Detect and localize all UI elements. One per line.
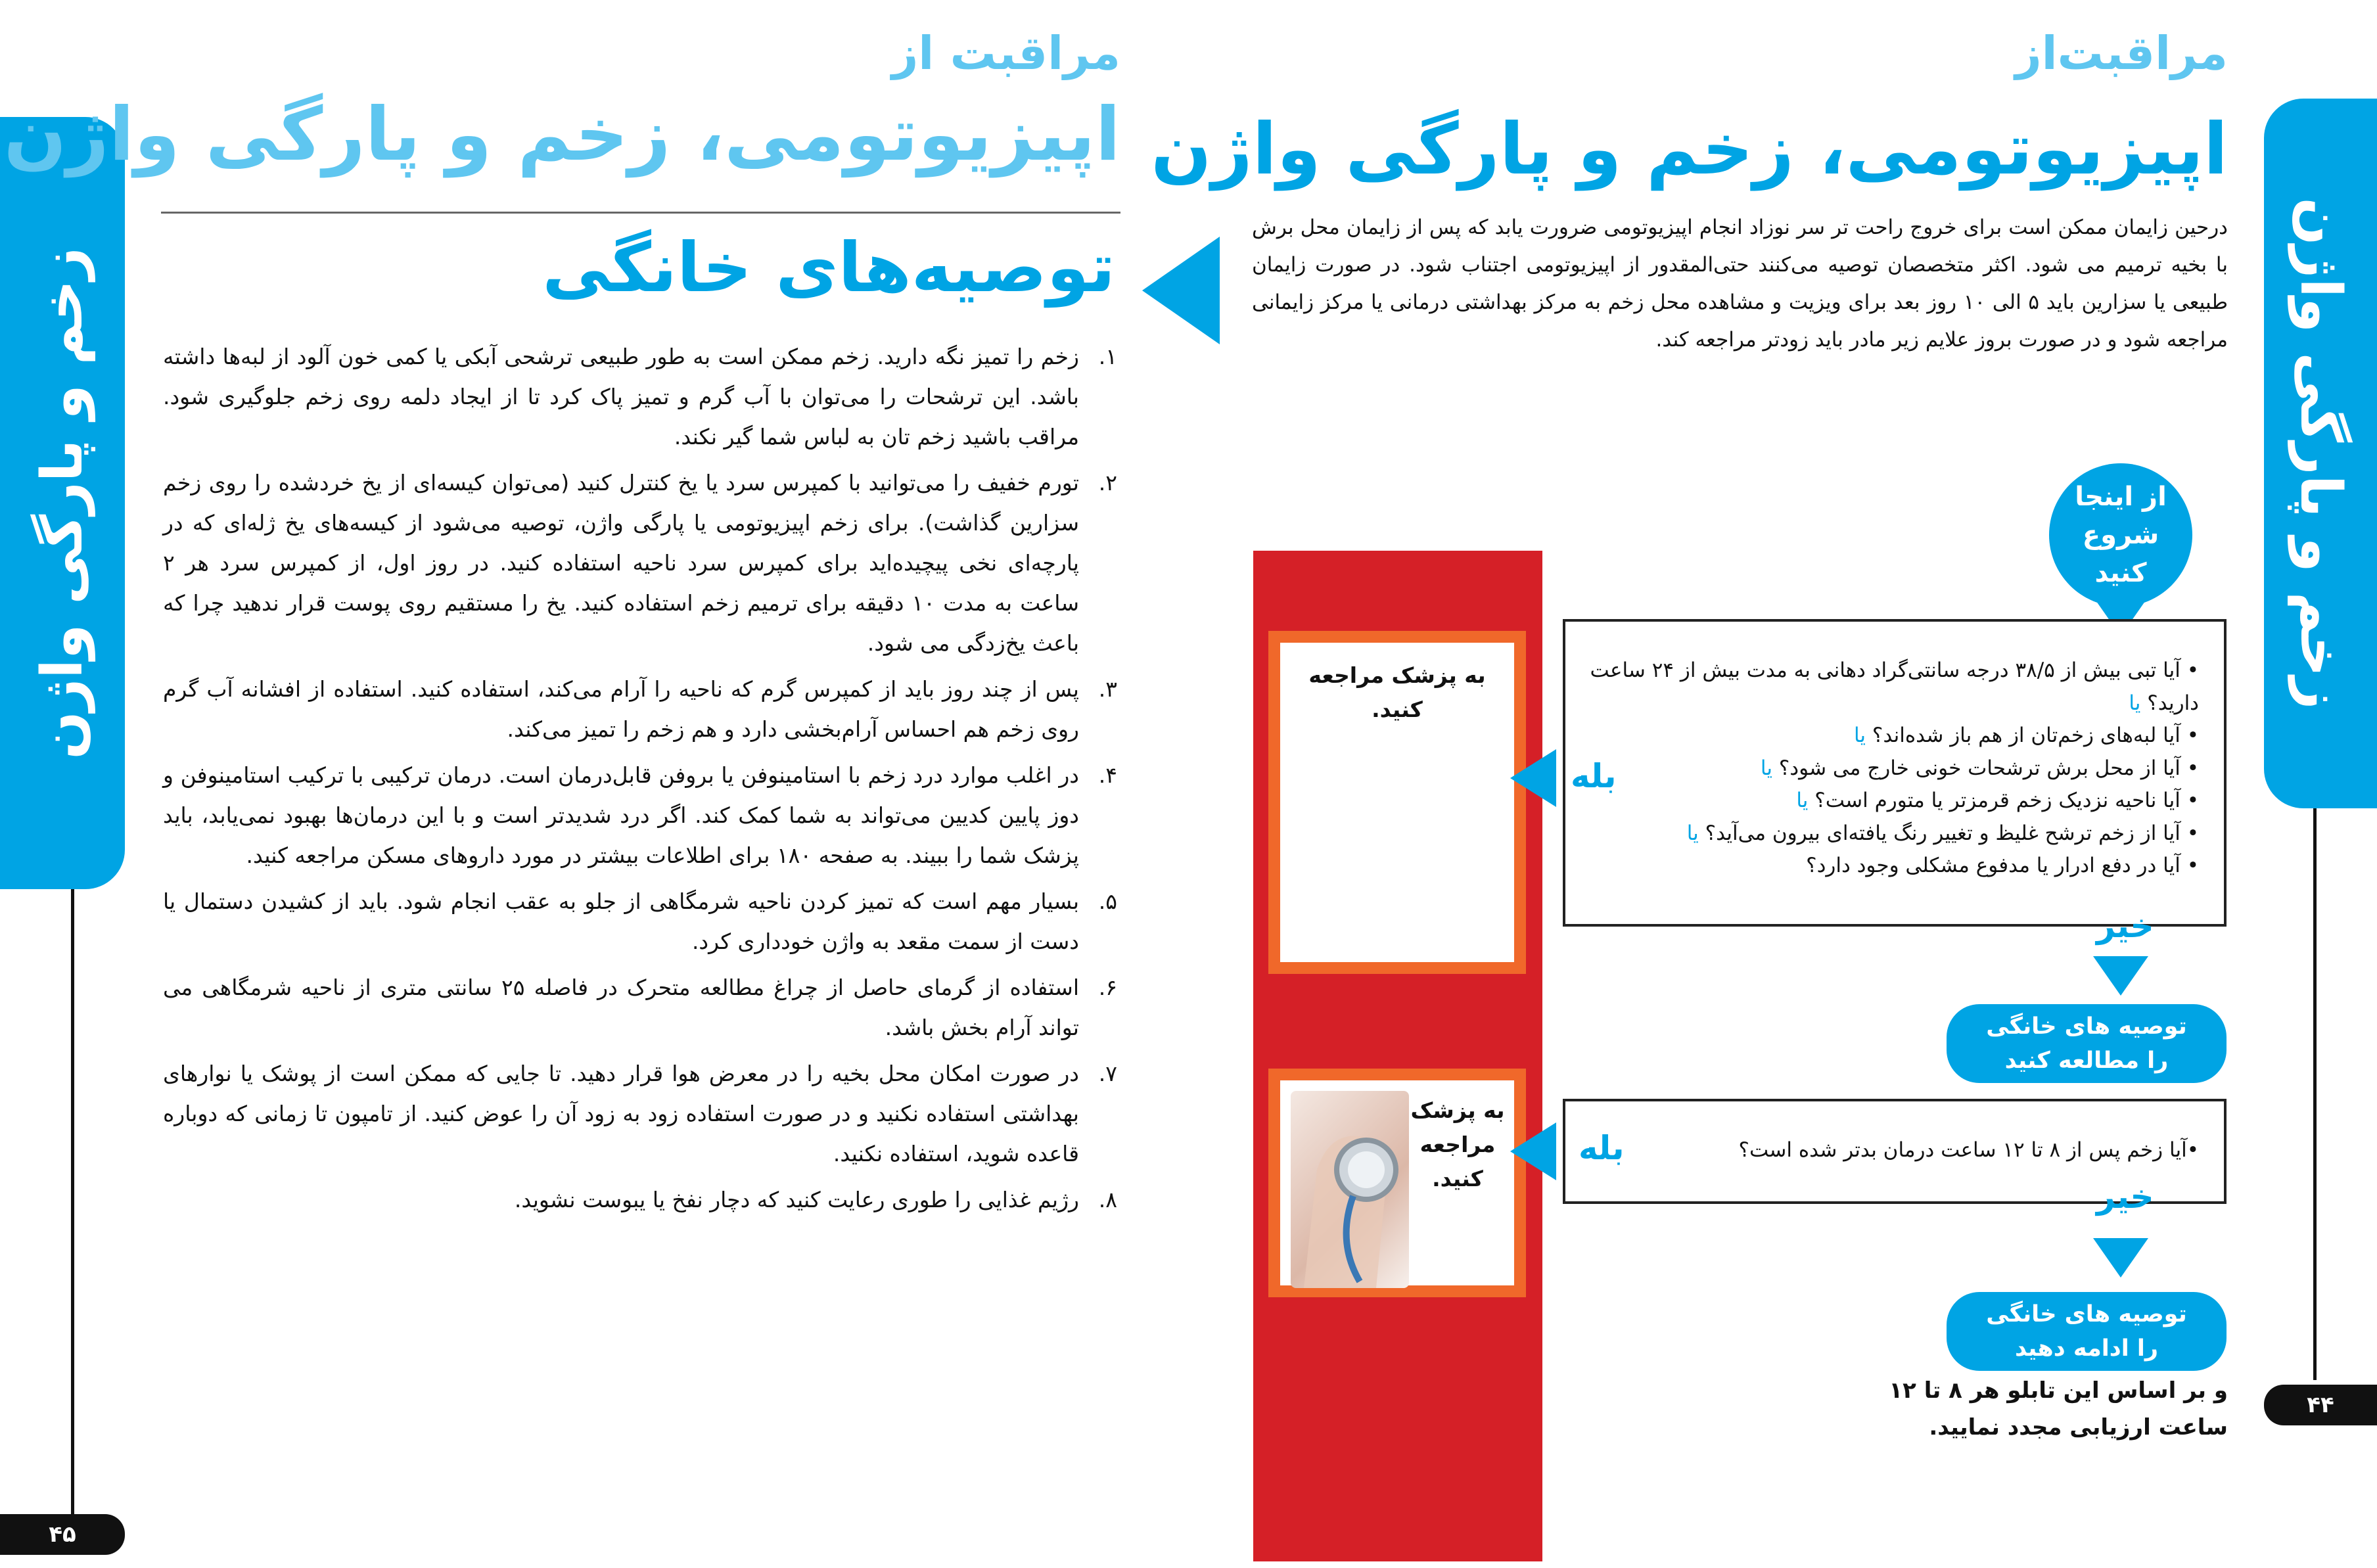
page-number-left: ۴۵ xyxy=(0,1514,125,1555)
question-item: • آیا ناحیه نزدیک زخم قرمزتر یا متورم است؟ یا xyxy=(1796,789,2199,812)
question-item: • آیا از محل برش ترشحات خونی خارج می شود؟ یا xyxy=(1760,756,2199,780)
home-care-list xyxy=(163,336,1117,1226)
question-item: •آیا زخم پس از ۸ تا ۱۲ ساعت درمان بدتر شده است؟ xyxy=(1738,1138,2199,1162)
home-care-pill-2: توصیه های خانگی را ادامه دهید xyxy=(1947,1292,2227,1371)
page-number-right: ۴۴ xyxy=(2264,1385,2377,1425)
side-tab-left xyxy=(0,117,125,889)
down-arrow-icon xyxy=(2093,956,2148,996)
right-kicker: مراقبت‌از xyxy=(2015,26,2228,80)
doctor-box-1 xyxy=(1268,631,1526,974)
doctor-text-1: به پزشک مراجعه کنید. xyxy=(1308,662,1486,722)
doctor-text-2: به پزشک مراجعه کنید. xyxy=(1410,1097,1505,1191)
left-kicker: مراقبت از xyxy=(891,26,1120,80)
section-arrow-icon xyxy=(1142,237,1220,344)
question-box-1 xyxy=(1563,619,2227,927)
side-rule-right xyxy=(2313,808,2317,1380)
reassess-note: و بر اساس این تابلو هر ۸ تا ۱۲ ساعت ارزیابی مجدد نمایید. xyxy=(1889,1377,2228,1441)
left-title: اپیزیوتومی، زخم و پارگی واژن xyxy=(3,92,1120,177)
yes-arrow-icon xyxy=(1510,1122,1556,1180)
list-item: ۶. استفاده از گرمای حاصل از چراغ مطالعه متحرک در فاصله ۲۵ سانتی متری از ناحیه شرمگاهی می تواند آرام بخش باشد. xyxy=(163,975,1117,1040)
question-item: • آیا از زخم ترشح غلیظ و تغییر رنگ یافته‌ای بیرون می‌آید؟ یا xyxy=(1686,821,2199,845)
no-label-1: خیر xyxy=(2096,907,2154,945)
stethoscope-image xyxy=(1291,1091,1409,1288)
side-rule-left xyxy=(71,889,74,1540)
question-item: • آیا لبه‌های زخم‌تان از هم باز شده‌اند؟ یا xyxy=(1853,724,2199,747)
question-item: • آیا تبی بیش از ۳۸/۵ درجه سانتی‌گراد دهانی به مدت بیش از ۲۴ ساعت دارید؟ یا xyxy=(1590,658,2199,715)
question-item: • آیا در دفع ادرار یا مدفوع مشکلی وجود دارد؟ xyxy=(1806,854,2199,877)
no-label-2: خیر xyxy=(2096,1178,2154,1216)
yes-label-1: بله xyxy=(1571,757,1617,795)
list-item: ۲. تورم خفیف را می‌توانید با کمپرس سرد یا یخ کنترل کنید (می‌توان کیسه‌ای از یخ خردشده را روی زخم سزارین گذاشت). برای زخم اپیزیوتومی یا پارگی واژن، توصیه می‌شود از کیسه‌های یخ ژله‌ای که در پارچه‌ای نخی پیچیده‌اید برای کمپرس سرد ناحیه استفاده کنید. در روز اول، از کمپرس سرد هر ۲ ساعت به مدت ۱۰ دقیقه برای ترمیم زخم استفاده کنید. یخ را مستقیم روی پوست قرار ندهید چرا که باعث یخ‌زدگی می شود. xyxy=(163,470,1117,656)
down-arrow-icon xyxy=(2093,1238,2148,1278)
title-divider xyxy=(161,212,1120,214)
yes-arrow-icon xyxy=(1510,749,1556,807)
right-title: اپیزیوتومی، زخم و پارگی واژن xyxy=(1151,108,2228,191)
home-care-pill-1: توصیه های خانگی را مطالعه کنید xyxy=(1947,1004,2227,1083)
list-item: ۴. در اغلب موارد درد زخم با استامینوفن یا بروفن قابل‌درمان است. درمان ترکیبی با ترکیب استامینوفن و دوز پایین کدیین می‌تواند به شما کمک کند. اگر درد شدیدتر است و با این درمان‌ها بهبود نمی‌یابد، باید پزشک شما را ببیند. به صفحه ۱۸۰ برای اطلاعات بیشتر در مورد داروهای مسکن مراجعه کنید. xyxy=(163,762,1117,868)
side-tab-left-text: زخم و پارگی واژن xyxy=(30,246,95,760)
intro-paragraph: درحین زایمان ممکن است برای خروج راحت تر سر نوزاد انجام اپیزیوتومی ضرورت یابد که پس از زایمان محل برش با بخیه ترمیم می شود. اکثر متخصصان توصیه می‌کنند حتی‌المقدور از اپیزیوتومی اجتناب شود. در صورت زایمان طبیعی یا سزارین باید ۵ الی ۱۰ روز بعد برای ویزیت و مشاهده محل زخم به مرکز بهداشتی درمانی یا مرکز زایمانی مراجعه شود و در صورت بروز علایم زیر مادر باید زودتر مراجعه کند. xyxy=(1252,216,2228,352)
side-tab-right-text: زخم و پارگی واژن xyxy=(2288,197,2353,710)
question-list-2 xyxy=(1585,1134,2199,1167)
side-tab-right xyxy=(2264,99,2377,808)
start-circle: از اینجا شروع کنید xyxy=(2049,463,2192,607)
list-item: ۱. زخم را تمیز نگه دارید. زخم ممکن است به طور طبیعی ترشحی آبکی یا کمی خون آلود از لبه‌ها داشته باشد. این ترشحات را می‌توان با آب گرم و تمیز پاک کرد تا از ایجاد دلمه روی زخم جلوگیری شود. مراقب باشید زخم تان به لباس شما گیر نکند. xyxy=(163,344,1117,450)
question-list-1 xyxy=(1585,655,2199,883)
list-item: ۵. بسیار مهم است که تمیز کردن ناحیه شرمگاهی از جلو به عقب انجام شود. باید از کشیدن دستمال یا دست از سمت مقعد به واژن خودداری کرد. xyxy=(163,888,1117,954)
list-item: ۳. پس از چند روز باید از کمپرس گرم که ناحیه را آرام می‌کند، استفاده کنید. استفاده از افشانه آب گرم روی زخم هم احساس آرام‌بخشی دارد و هم زخم را تمیز می‌کند. xyxy=(163,676,1117,742)
doctor-box-2 xyxy=(1268,1069,1526,1297)
list-item: ۸. رژیم غذایی را طوری رعایت کنید که دچار نفخ یا یبوست نشوید. xyxy=(514,1187,1117,1212)
list-item: ۷. در صورت امکان محل بخیه را در معرض هوا قرار دهید. تا جایی که ممکن است از پوشک یا نوارهای بهداشتی استفاده نکنید و در صورت استفاده زود به زود آن را عوض کنید. از تامپون تا زمانی که دوباره قاعده شوید، استفاده نکنید. xyxy=(163,1061,1117,1166)
yes-label-2: بله xyxy=(1579,1129,1625,1167)
section-title: توصیه‌های خانگی xyxy=(542,227,1115,308)
